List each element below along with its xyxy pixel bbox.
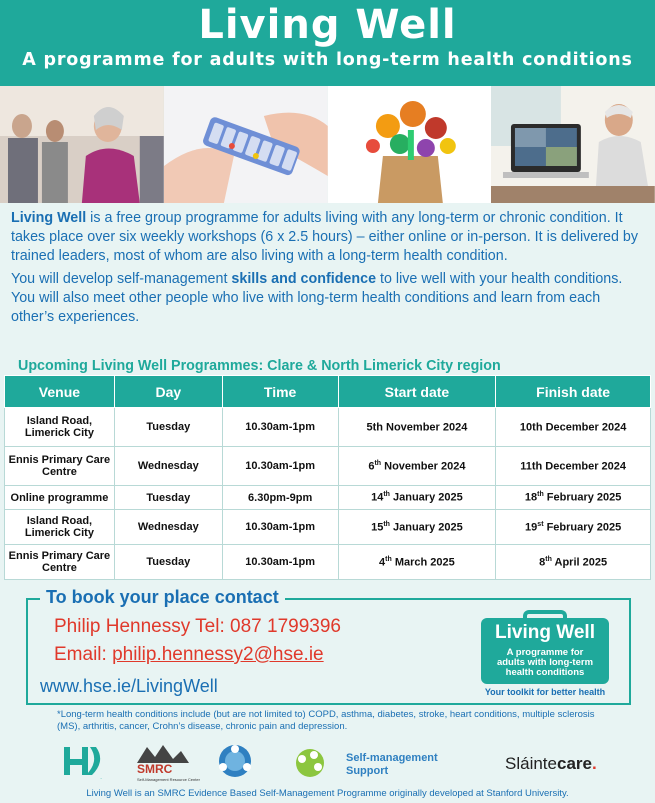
website-link[interactable]: www.hse.ie/LivingWell [40, 676, 218, 696]
time-cell: 10.30am-1pm [222, 447, 338, 486]
intro-p2-end: to live well with your health conditions. You will also meet other people who live with long-term health conditions and learn from each other’s experiences. [11, 271, 623, 325]
finish-date-cell: 10th December 2024 [496, 408, 651, 447]
photo-fresh-produce [328, 86, 492, 203]
column-header: Finish date [496, 376, 651, 408]
hse-logo [60, 741, 104, 785]
contact-email-line [54, 644, 324, 666]
intro-p2-start: You will develop self-management [11, 271, 232, 287]
intro-paragraph-1 [11, 209, 646, 266]
day-cell: Wednesday [114, 447, 222, 486]
table-row [5, 510, 651, 545]
day-cell: Tuesday [114, 408, 222, 447]
start-date-cell: 4th March 2025 [338, 545, 496, 580]
table-row [5, 447, 651, 486]
footnote: *Long-term health conditions include (but are not limited to) COPD, asthma, diabetes, stroke, heart conditions, multiple sclerosis (MS), arthritis, cancer, Crohn’s disease, chronic pain and depression. [57, 709, 595, 732]
intro-text [11, 209, 646, 327]
email-label: Email: [54, 644, 113, 665]
programme-table [4, 375, 651, 580]
table-row [5, 408, 651, 447]
day-cell: Tuesday [114, 486, 222, 510]
page-title: Living Well [198, 2, 457, 48]
photo-online-call [491, 86, 655, 203]
self-management-support-logo [292, 741, 452, 785]
finish-date-cell: 19st February 2025 [496, 510, 651, 545]
logo-sub-line: adults with long-term [496, 657, 594, 668]
time-cell: 10.30am-1pm [222, 408, 338, 447]
email-link[interactable]: philip.hennessy2@hse.ie [112, 644, 324, 665]
start-date-cell: 15th January 2025 [338, 510, 496, 545]
table-heading: Upcoming Living Well Programmes: Clare & North Limerick City region [18, 358, 501, 374]
living-well-logo [471, 608, 619, 698]
svg-text:Sláintecare.: Sláintecare. [505, 754, 597, 773]
partner-logos [0, 741, 655, 785]
day-cell: Wednesday [114, 510, 222, 545]
venue-cell: Ennis Primary Care Centre [5, 545, 115, 580]
community-icon [210, 741, 260, 785]
intro-paragraph-2 [11, 270, 646, 327]
logo-tagline: Your toolkit for better health [484, 687, 606, 697]
column-header: Day [114, 376, 222, 408]
column-header: Time [222, 376, 338, 408]
start-date-cell: 14th January 2025 [338, 486, 496, 510]
smrc-logo [133, 741, 200, 785]
start-date-cell: 5th November 2024 [338, 408, 496, 447]
photo-group-workshop [0, 86, 164, 203]
intro-lead: Living Well [11, 210, 87, 226]
toolbox-icon [481, 618, 609, 684]
intro-p2-bold: skills and confidence [231, 271, 377, 287]
finish-date-cell: 11th December 2024 [496, 447, 651, 486]
logo-sub-line: health conditions [505, 667, 585, 678]
header-banner [0, 0, 655, 86]
time-cell: 10.30am-1pm [222, 510, 338, 545]
svg-text:Self-management: Self-management [346, 752, 438, 764]
table-row [5, 545, 651, 580]
contact-title: To book your place contact [40, 587, 285, 608]
logo-sub-line: A programme for [506, 647, 584, 658]
footer-text: Living Well is an SMRC Evidence Based Self-Management Programme originally developed at Stanford University. [86, 788, 569, 799]
day-cell: Tuesday [114, 545, 222, 580]
venue-cell: Island Road, Limerick City [5, 408, 115, 447]
time-cell: 6.30pm-9pm [222, 486, 338, 510]
contact-name-phone: Philip Hennessy Tel: 087 1799396 [54, 616, 341, 637]
time-cell: 10.30am-1pm [222, 545, 338, 580]
finish-date-cell: 18th February 2025 [496, 486, 651, 510]
svg-text:HSE: HSE [100, 779, 103, 780]
svg-text:Support: Support [346, 765, 389, 777]
table-row [5, 486, 651, 510]
photo-pill-organiser [164, 86, 328, 203]
page-subtitle: A programme for adults with long-term health conditions [22, 50, 633, 70]
svg-text:SMRC: SMRC [137, 762, 173, 776]
slaintecare-logo [503, 741, 603, 785]
photo-strip [0, 86, 655, 203]
start-date-cell: 6th November 2024 [338, 447, 496, 486]
intro-p1-text: is a free group programme for adults living with any long-term or chronic condition. It takes place over six weekly workshops (6 x 2.5 hours) – either online or in-person. It is delivered by trained leaders, most of whom are also living with a long-term health condition. [11, 210, 638, 264]
table-header-row [5, 376, 651, 408]
venue-cell: Ennis Primary Care Centre [5, 447, 115, 486]
svg-text:Self-Management Resource Cente: Self-Management Resource Center [137, 777, 200, 782]
venue-cell: Island Road, Limerick City [5, 510, 115, 545]
logo-name: Living Well [495, 622, 595, 643]
column-header: Start date [338, 376, 496, 408]
finish-date-cell: 8th April 2025 [496, 545, 651, 580]
venue-cell: Online programme [5, 486, 115, 510]
column-header: Venue [5, 376, 115, 408]
contact-box [26, 587, 631, 705]
logo-subtitle [481, 648, 609, 678]
